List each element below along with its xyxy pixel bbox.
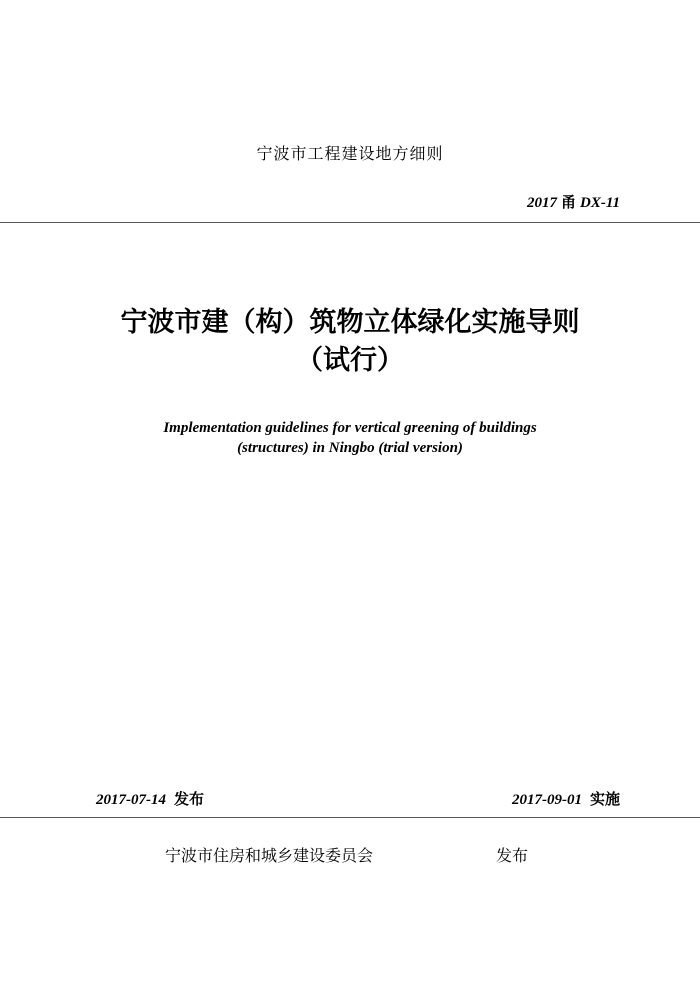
document-title-suffix: （试行）	[296, 345, 404, 376]
implementation-date	[512, 788, 620, 811]
document-code-city: 甬	[560, 193, 576, 211]
implementation-date-label: 实施	[589, 790, 620, 808]
issuer-action: 发布	[496, 846, 529, 865]
document-title: 宁波市建（构）筑物立体绿化实施导则	[120, 307, 580, 338]
top-divider	[0, 222, 700, 223]
issue-date	[96, 788, 204, 811]
english-title-line-2: (structures) in Ningbo (trial version)	[237, 440, 463, 456]
issuer-name: 宁波市住房和城乡建设委员会	[165, 846, 374, 865]
implementation-date-value: 2017-09-01	[511, 792, 582, 808]
document-code-year: 2017	[526, 195, 557, 211]
issue-date-value: 2017-07-14	[96, 792, 166, 808]
document-code	[527, 192, 620, 213]
english-title-line-1: Implementation guidelines for vertical greening of buildings	[163, 420, 537, 436]
series-label: 宁波市工程建设地方细则	[256, 144, 444, 163]
issue-date-label: 发布	[174, 790, 205, 808]
bottom-divider	[0, 817, 700, 818]
document-code-number: DX-11	[579, 195, 620, 211]
